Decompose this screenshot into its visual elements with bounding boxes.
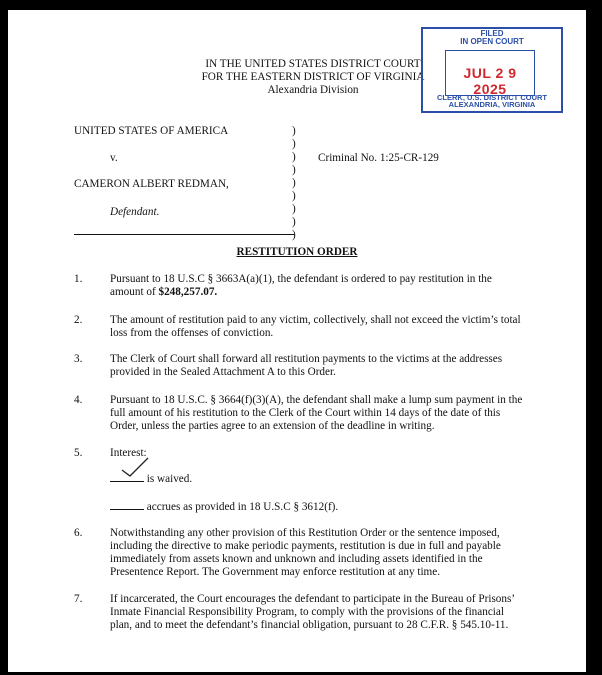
case-number: Criminal No. 1:25-CR-129 — [318, 152, 439, 164]
versus-text: v. — [110, 152, 118, 164]
caption-rule — [74, 234, 294, 235]
defendant-name: CAMERON ALBERT REDMAN, — [74, 178, 229, 190]
interest-blank — [110, 472, 144, 482]
stamp-clerk-line-1: CLERK, U.S. DISTRICT COURT — [437, 93, 547, 102]
paragraph-number: 1. — [74, 273, 83, 285]
paragraph-number: 4. — [74, 394, 83, 406]
interest-blank — [110, 500, 144, 510]
interest-option-waived — [110, 472, 192, 486]
stamp-date: JUL 2 9 2025 — [463, 65, 517, 97]
interest-option-accrues — [110, 500, 338, 514]
restitution-amount: $248,257.07. — [158, 286, 218, 298]
paren: ) — [292, 125, 296, 137]
paragraph-4: Pursuant to 18 U.S.C. § 3664(f)(3)(A), the defendant shall make a lump sum payment in the full amount of his restitution to the Clerk of the Court within 14 days of the date of this Order, unless the parties agree to an extension of the deadline in writing. — [110, 394, 523, 432]
defendant-role: Defendant. — [110, 206, 160, 218]
paragraph-number: 5. — [74, 447, 83, 459]
interest-option-text: is waived. — [146, 473, 193, 485]
paragraph-1-text: Pursuant to 18 U.S.C § 3663A(a)(1), the defendant is ordered to pay restitution in the amount of — [110, 273, 492, 298]
paren: ) — [292, 164, 296, 176]
stamp-clerk — [423, 94, 561, 108]
filed-stamp — [421, 27, 563, 113]
interest-option-text: accrues as provided in 18 U.S.C § 3612(f). — [146, 501, 339, 513]
paragraph-7: If incarcerated, the Court encourages the defendant to participate in the Bureau of Prisons’ Inmate Financial Responsibility Program, to comply with the provisions of the financial plan, and to meet the defendant’s financial obligation, pursuant to 28 C.F.R. § 545.10-11. — [110, 593, 515, 631]
paren: ) — [292, 177, 296, 189]
caption-parentheses — [292, 125, 302, 242]
court-line-2: FOR THE EASTERN DISTRICT OF VIRGINIA — [201, 71, 425, 83]
paragraph-2: The amount of restitution paid to any victim, collectively, shall not exceed the victim’s total loss from the offenses of conviction. — [110, 314, 521, 339]
paragraph-number: 6. — [74, 527, 83, 539]
paragraph-number: 3. — [74, 353, 83, 365]
stamp-clerk-line-2: ALEXANDRIA, VIRGINIA — [448, 100, 536, 109]
document-title: RESTITUTION ORDER — [236, 246, 358, 258]
document-page — [8, 10, 586, 672]
paragraph-number: 2. — [74, 314, 83, 326]
plaintiff-name: UNITED STATES OF AMERICA — [74, 125, 229, 137]
paren: ) — [292, 216, 296, 228]
paragraph-3: The Clerk of Court shall forward all restitution payments to the victims at the addresses provided in the Sealed Attachment A to this Order. — [110, 353, 503, 378]
interest-label: Interest: — [110, 447, 147, 459]
stamp-header — [423, 30, 561, 46]
paren: ) — [292, 229, 296, 241]
paren: ) — [292, 190, 296, 202]
paragraph-number: 7. — [74, 593, 83, 605]
paragraph-6: Notwithstanding any other provision of this Restitution Order or the sentence imposed, including the directive to make periodic payments, restitution is due in full and payable immediately from assets known and unknown and including assets identified in the Presentence Report. The Government may enforce restitution at any time. — [110, 527, 501, 578]
court-line-3: Alexandria Division — [267, 84, 359, 96]
stamp-filed-text: FILED — [480, 29, 504, 38]
paren: ) — [292, 203, 296, 215]
paren: ) — [292, 138, 296, 150]
paragraph-1 — [110, 273, 524, 299]
stamp-open-court-text: IN OPEN COURT — [460, 37, 524, 46]
paren: ) — [292, 151, 296, 163]
stamp-date-box — [445, 50, 535, 96]
court-line-1: IN THE UNITED STATES DISTRICT COURT — [205, 58, 421, 70]
